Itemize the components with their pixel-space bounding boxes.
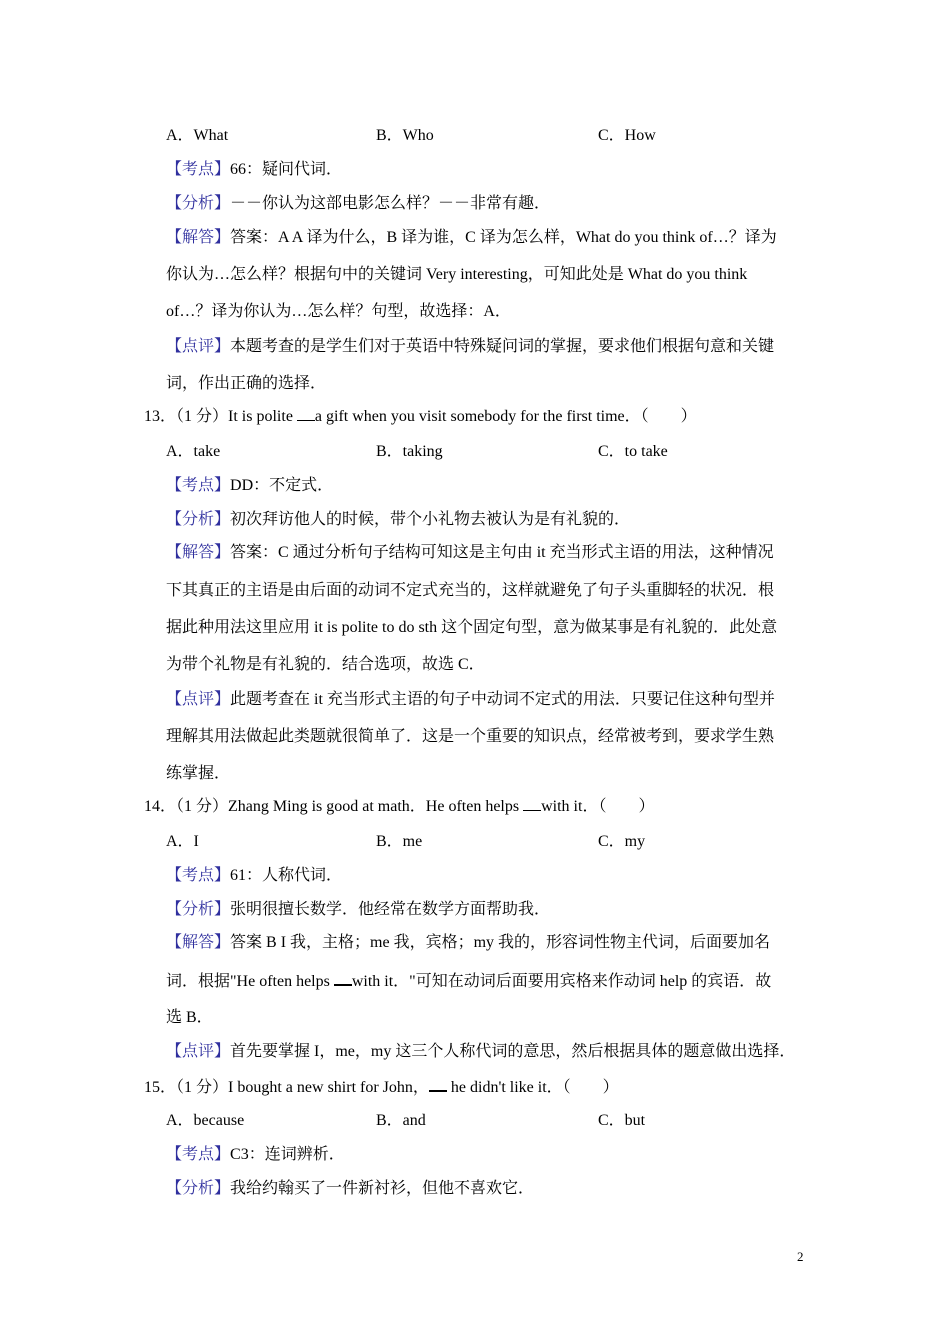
q15-option-a: A．because	[166, 1112, 245, 1129]
q12-dianping-line-1	[166, 336, 774, 358]
stem-text-a: It is polite	[228, 408, 297, 425]
stem-text-a: I bought a new shirt for John，	[228, 1079, 429, 1096]
question-number: 13．	[144, 408, 177, 425]
q15-option-b: B．and	[376, 1112, 426, 1129]
fenxi-text: 我给约翰买了一件新衬衫，但他不喜欢它．	[230, 1180, 535, 1197]
dianping-tag: 【点评】	[166, 338, 231, 355]
q14-option-c: C．my	[598, 833, 646, 850]
q13-dianping-line-3: 练掌握．	[166, 765, 231, 782]
kaodian-tag: 【考点】	[166, 161, 231, 178]
stem-text-b: with it．（ ）	[541, 798, 655, 815]
q15-stem	[144, 1076, 619, 1098]
question-score: （1 分）	[176, 798, 229, 815]
q12-kaodian	[166, 159, 342, 181]
jieda-text-b: with it．"可知在动词后面要用宾格来作动词 help 的宾语．故	[351, 973, 772, 990]
q12-option-b: B．Who	[376, 127, 434, 144]
q14-jieda-line-1	[166, 932, 770, 954]
question-score: （1 分）	[176, 408, 229, 425]
q14-option-b: B．me	[376, 833, 423, 850]
q13-kaodian	[166, 475, 333, 497]
dianping-tag: 【点评】	[166, 691, 231, 708]
q13-option-b: B．taking	[376, 443, 443, 460]
fenxi-tag: 【分析】	[166, 1180, 231, 1197]
dianping-text: 首先要掌握 I，me，my 这三个人称代词的意思，然后根据具体的题意做出选择．	[230, 1043, 796, 1060]
q13-fenxi	[166, 509, 630, 531]
q14-stem	[144, 796, 654, 818]
q13-jieda-line-4: 为带个礼物是有礼貌的．结合选项，故选 C．	[166, 656, 485, 673]
answer-blank	[297, 406, 315, 421]
page-number: 2	[797, 1249, 804, 1264]
q13-jieda-line-1	[166, 542, 774, 564]
q13-option-a: A．take	[166, 443, 221, 460]
q12-jieda-line-1	[166, 227, 777, 249]
q12-option-c: C．How	[598, 127, 656, 144]
jieda-tag: 【解答】	[166, 229, 231, 246]
question-score: （1 分）	[176, 1079, 229, 1096]
stem-text-b: a gift when you visit somebody for the first time．（ ）	[314, 408, 697, 425]
q15-option-c: C．but	[598, 1112, 646, 1129]
q13-option-c: C．to take	[598, 443, 668, 460]
fenxi-tag: 【分析】	[166, 511, 231, 528]
answer-blank	[429, 1076, 447, 1092]
fenxi-tag: 【分析】	[166, 901, 231, 918]
q14-option-a: A．I	[166, 833, 199, 850]
q13-jieda-line-3: 据此种用法这里应用 it is polite to do sth 这个固定句型，意为做某事是有礼貌的．此处意	[166, 619, 778, 636]
fenxi-tag: 【分析】	[166, 195, 231, 212]
q14-dianping	[166, 1041, 795, 1063]
kaodian-text: C3：连词辨析．	[230, 1146, 345, 1163]
kaodian-text: DD：不定式．	[230, 477, 334, 494]
q12-option-a: A．What	[166, 127, 229, 144]
q13-dianping-line-2: 理解其用法做起此类题就很简单了．这是一个重要的知识点，经常被考到，要求学生熟	[166, 728, 775, 745]
dianping-text: 此题考查在 it 充当形式主语的句子中动词不定式的用法．只要记住这种句型并	[230, 691, 775, 708]
jieda-tag: 【解答】	[166, 934, 231, 951]
jieda-tag: 【解答】	[166, 544, 231, 561]
q12-jieda-line-3: of…？译为你认为…怎么样？句型，故选择：A．	[166, 303, 511, 320]
q15-kaodian	[166, 1144, 345, 1166]
dianping-text: 本题考查的是学生们对于英语中特殊疑问词的掌握，要求他们根据句意和关键	[230, 338, 775, 355]
stem-text-a: Zhang Ming is good at math．He often helps	[228, 798, 524, 815]
q14-fenxi	[166, 899, 550, 921]
q14-jieda-line-3: 选 B．	[166, 1009, 213, 1026]
fenxi-text: －－你认为这部电影怎么样？－－非常有趣．	[230, 195, 551, 212]
kaodian-tag: 【考点】	[166, 1146, 231, 1163]
dianping-tag: 【点评】	[166, 1043, 231, 1060]
q12-dianping-line-2: 词，作出正确的选择．	[166, 375, 327, 392]
q13-dianping-line-1	[166, 689, 775, 711]
jieda-text: 答案：C 通过分析句子结构可知这是主句由 it 充当形式主语的用法，这种情况	[230, 544, 774, 561]
kaodian-text: 66：疑问代词．	[230, 161, 343, 178]
stem-text-b: he didn't like it．（ ）	[446, 1079, 619, 1096]
q13-stem	[144, 406, 697, 428]
jieda-text-a: 词．根据"He often helps	[166, 973, 334, 990]
question-number: 14．	[144, 798, 177, 815]
q14-jieda-line-2	[166, 970, 771, 992]
kaodian-text: 61：人称代词．	[230, 867, 343, 884]
q12-jieda-line-2: 你认为…怎么样？根据句中的关键词 Very interesting，可知此处是 What do you think	[166, 266, 748, 283]
answer-blank	[334, 970, 352, 986]
answer-blank	[523, 796, 541, 811]
q12-fenxi	[166, 193, 550, 215]
kaodian-tag: 【考点】	[166, 477, 231, 494]
kaodian-tag: 【考点】	[166, 867, 231, 884]
q13-jieda-line-2: 下其真正的主语是由后面的动词不定式充当的，这样就避免了句子头重脚轻的状况．根	[166, 582, 775, 599]
q15-fenxi	[166, 1178, 534, 1200]
q14-kaodian	[166, 865, 342, 887]
jieda-text: 答案：A A 译为什么，B 译为谁，C 译为怎么样，What do you think of…？译为	[230, 229, 777, 246]
fenxi-text: 张明很擅长数学．他经常在数学方面帮助我．	[230, 901, 551, 918]
question-number: 15．	[144, 1079, 177, 1096]
jieda-text: 答案 B I 我，主格；me 我，宾格；my 我的，形容词性物主代词，后面要加名	[230, 934, 771, 951]
fenxi-text: 初次拜访他人的时候，带个小礼物去被认为是有礼貌的．	[230, 511, 631, 528]
